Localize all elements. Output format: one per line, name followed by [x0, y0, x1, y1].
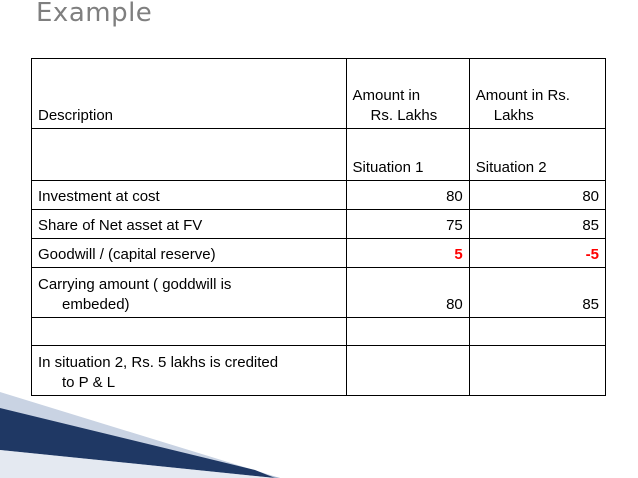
table-row	[32, 239, 606, 268]
row-situation-1-value: 80	[346, 268, 469, 318]
header-situation-2-amount	[469, 59, 605, 129]
subheader-situation-2: Situation 2	[469, 129, 605, 181]
header-col2-line1: Amount in Rs.	[475, 87, 570, 104]
table-note-row	[32, 346, 606, 396]
slide-title: Example	[36, 0, 153, 28]
table-row	[32, 210, 606, 239]
row-label: Share of Net asset at FV	[32, 210, 347, 239]
row-label: Goodwill / (capital reserve)	[32, 239, 347, 268]
row-situation-2-value: 85	[469, 210, 605, 239]
header-col1-line2: Rs. Lakhs	[370, 107, 438, 124]
row-label	[32, 268, 347, 318]
subheader-empty-cell	[32, 129, 347, 181]
row-situation-1-value: 80	[346, 181, 469, 210]
carrying-label-line2: embeded)	[62, 296, 130, 313]
row-situation-1-value: 75	[346, 210, 469, 239]
row-label: Investment at cost	[32, 181, 347, 210]
carrying-label-line1: Carrying amount ( goddwill is	[38, 276, 232, 293]
empty-cell	[346, 346, 469, 396]
header-description: Description	[32, 59, 347, 129]
table-header-row	[32, 59, 606, 129]
row-situation-2-value: 80	[469, 181, 605, 210]
empty-cell	[469, 318, 605, 346]
empty-cell	[346, 318, 469, 346]
header-col2-line2: Lakhs	[493, 107, 534, 124]
table-subheader-row	[32, 129, 606, 181]
table-row	[32, 181, 606, 210]
goodwill-situation-1-value: 5	[346, 239, 469, 268]
header-situation-1-amount	[346, 59, 469, 129]
note-line2: to P & L	[62, 374, 116, 391]
header-col1-line1: Amount in	[352, 87, 421, 104]
note-line1: In situation 2, Rs. 5 lakhs is credited	[38, 354, 279, 371]
row-situation-2-value: 85	[469, 268, 605, 318]
empty-cell	[32, 318, 347, 346]
note-cell	[32, 346, 347, 396]
goodwill-situation-2-value: -5	[469, 239, 605, 268]
example-table	[31, 58, 606, 396]
empty-cell	[469, 346, 605, 396]
table-empty-row	[32, 318, 606, 346]
subheader-situation-1: Situation 1	[346, 129, 469, 181]
table-row	[32, 268, 606, 318]
decorative-swoosh	[0, 390, 638, 478]
